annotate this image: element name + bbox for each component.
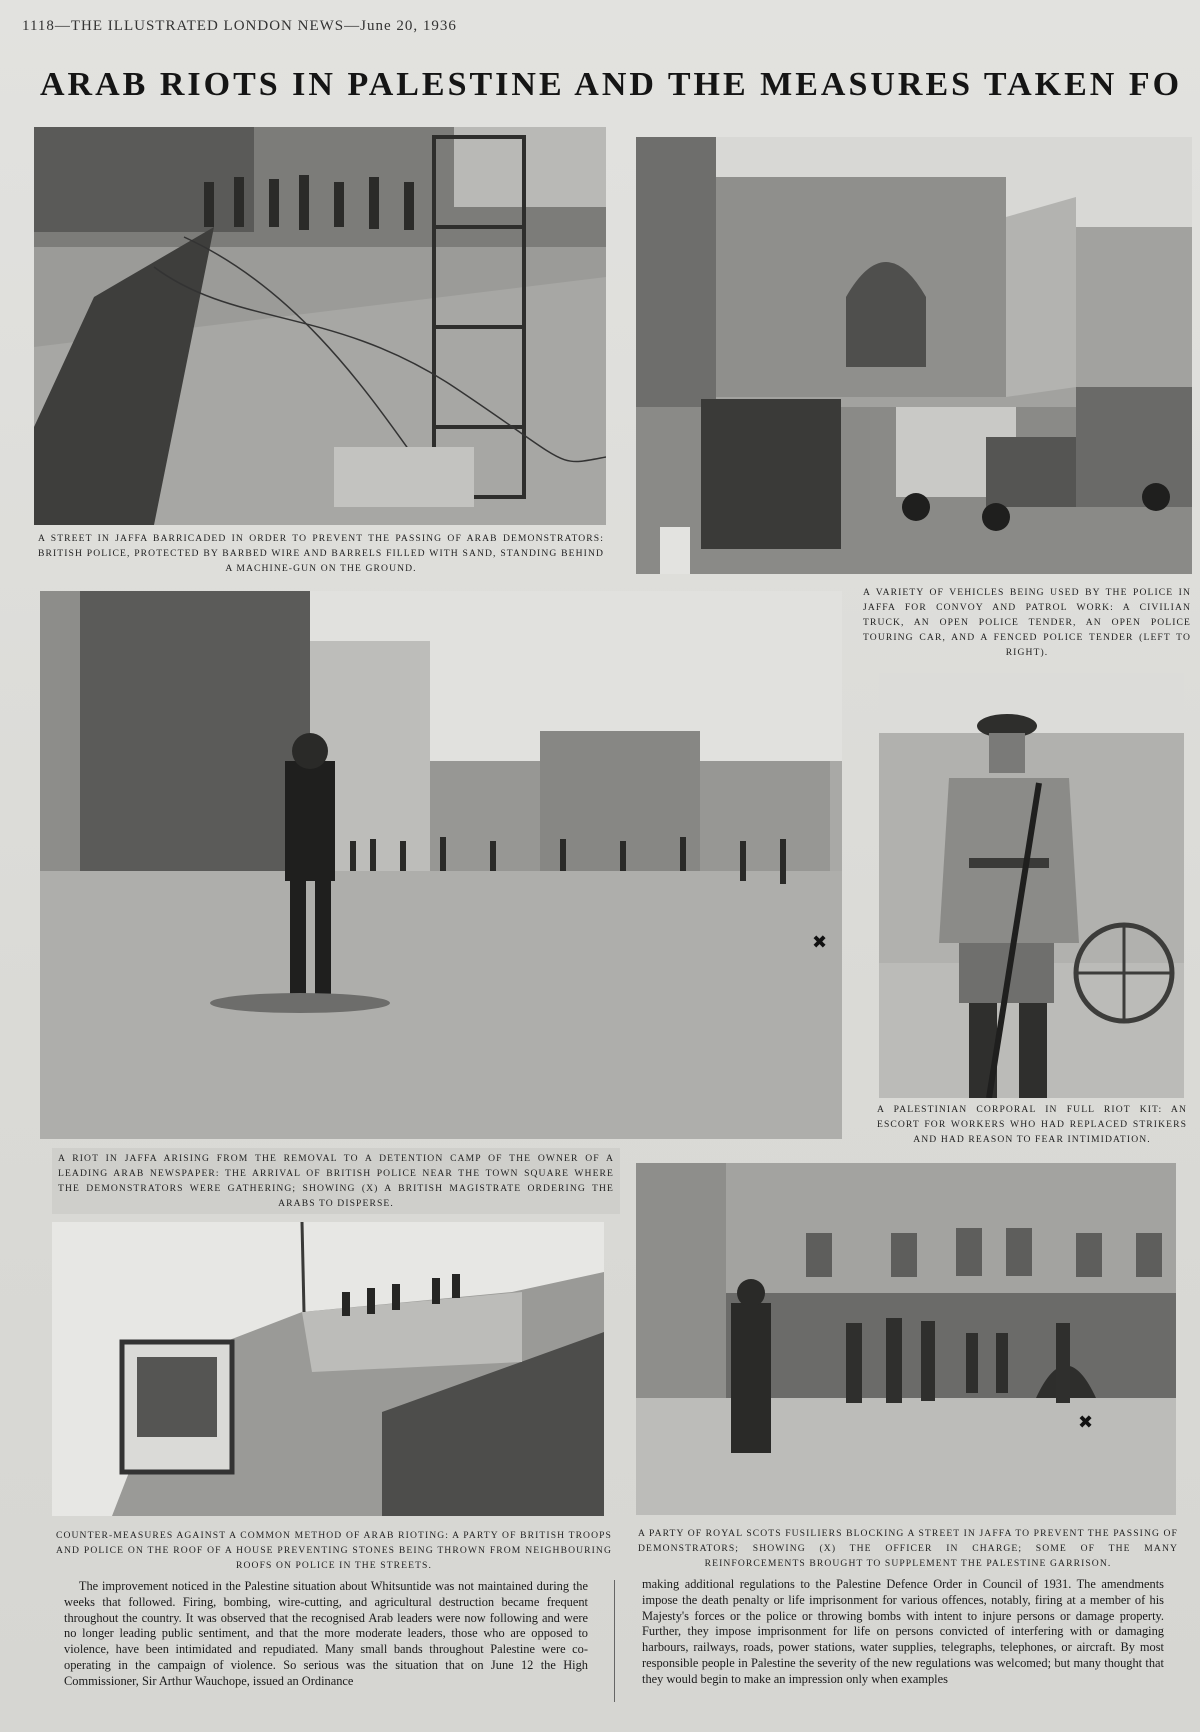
column-rule	[614, 1580, 615, 1702]
article-column-2: making additional regulations to the Palestine Defence Order in Council of 1931. The amendments impose the death penalty or life imprisonment for various offences, notably, firing at a member of his Majesty's forces or the police or throwing bombs with intent to injure persons or damage property. Further, they impose imprisonment for life on persons convicted of interfering with or damaging harbours, railways, roads, power stations, water supplies, telegraphs, telephones, or aircraft. By most responsible people in Palestine the severity of the new regulations was welcomed; but many thought that they would begin to make an impression only when examples	[642, 1577, 1164, 1686]
caption-corporal: A PALESTINIAN CORPORAL IN FULL RIOT KIT: AN ESCORT FOR WORKERS WHO HAD REPLACED STRIKERS AND HAD REASON TO FEAR INTIMIDATION.	[877, 1104, 1187, 1145]
headline: ARAB RIOTS IN PALESTINE AND THE MEASURES TAKEN FO	[40, 66, 1183, 103]
running-head: 1118—THE ILLUSTRATED LONDON NEWS—June 20, 1936	[22, 18, 457, 34]
caption-rooftop: COUNTER-MEASURES AGAINST A COMMON METHOD OF ARAB RIOTING: A PARTY OF BRITISH TROOPS AND POLICE ON THE ROOF OF A HOUSE PREVENTING STONES BEING THROWN FROM NEIGHBOURING ROOFS ON POLICE IN THE STREETS.	[56, 1530, 612, 1571]
photo-town-square-image	[40, 591, 842, 1139]
officer-marker: ✖	[1078, 1412, 1094, 1433]
photo-barricade-image	[34, 127, 606, 525]
caption-barricade: A STREET IN JAFFA BARRICADED IN ORDER TO PREVENT THE PASSING OF ARAB DEMONSTRATORS: BRITISH POLICE, PROTECTED BY BARBED WIRE AND BARRELS FILLED WITH SAND, STANDING BEHIND A MACHINE-GUN ON THE GROUND.	[38, 533, 604, 574]
photo-corporal-image	[879, 673, 1184, 1098]
caption-vehicles: A VARIETY OF VEHICLES BEING USED BY THE POLICE IN JAFFA FOR CONVOY AND PATROL WORK: A CIVILIAN TRUCK, AN OPEN POLICE TENDER, AN OPEN POLICE TOURING CAR, AND A FENCED POLICE TENDER (LEFT TO RIGHT).	[863, 587, 1191, 658]
photo-fusiliers-image	[636, 1163, 1176, 1515]
photo-vehicles	[636, 137, 1192, 574]
photo-barricade	[34, 127, 606, 525]
photo-rooftop	[52, 1222, 604, 1516]
photo-rooftop-image	[52, 1222, 604, 1516]
caption-town-square: A RIOT IN JAFFA ARISING FROM THE REMOVAL TO A DETENTION CAMP OF THE OWNER OF A LEADING ARAB NEWSPAPER: THE ARRIVAL OF BRITISH POLICE NEAR THE TOWN SQUARE WHERE THE DEMONSTRATORS WERE GATHERING; SHOWING (X) A BRITISH MAGISTRATE ORDERING THE ARABS TO DISPERSE.	[52, 1148, 620, 1214]
photo-corporal	[879, 673, 1184, 1098]
photo-town-square	[40, 591, 842, 1139]
photo-fusiliers	[636, 1163, 1176, 1515]
caption-fusiliers: A PARTY OF ROYAL SCOTS FUSILIERS BLOCKING A STREET IN JAFFA TO PREVENT THE PASSING OF DEMONSTRATORS; SHOWING (X) THE OFFICER IN CHARGE; SOME OF THE MANY REINFORCEMENTS BROUGHT TO SUPPLEMENT THE PALESTINE GARRISON.	[638, 1528, 1178, 1569]
photo-vehicles-image	[636, 137, 1192, 574]
article-column-1: The improvement noticed in the Palestine situation about Whitsuntide was not maintained during the weeks that followed. Firing, bombing, wire-cutting, and agricultural destruction became frequent throughout the country. It was observed that the recognised Arab leaders were now following and were no longer leading public sentiment, and that the more moderate leaders, those who are opposed to violence, have been intimidated and repudiated. Many small bands throughout Palestine were co-operating in the campaign of violence. So serious was the situation that on June 12 the High Commissioner, Sir Arthur Wauchope, issued an Ordinance	[64, 1579, 588, 1688]
magistrate-marker: ✖	[812, 932, 828, 953]
